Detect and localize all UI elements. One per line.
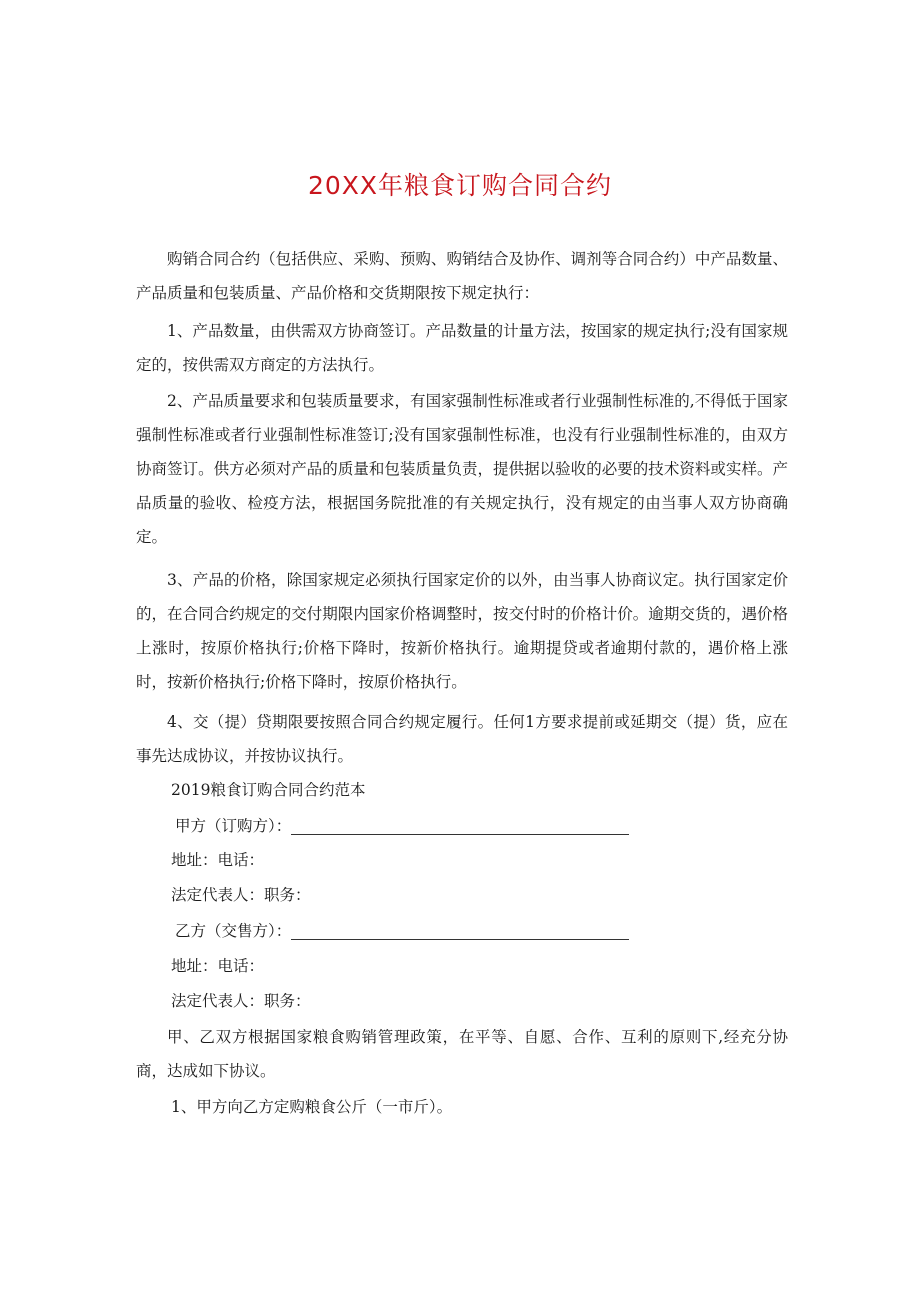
party-b-address: 地址：电话：	[171, 957, 265, 975]
party-b-representative: 法定代表人：职务：	[171, 992, 311, 1010]
party-a-address: 地址：电话：	[171, 851, 265, 869]
party-b-line	[175, 914, 629, 948]
template-title: 2019粮食订购合同合约范本	[171, 781, 366, 799]
party-a-label: 甲方（订购方）：	[175, 817, 292, 835]
clause-1: 1、产品数量，由供需双方协商签订。产品数量的计量方法，按国家的规定执行;没有国家规定的，按供需双方商定的方法执行。	[136, 322, 788, 374]
clause-3: 3、产品的价格，除国家规定必须执行国家定价的以外，由当事人协商议定。执行国家定价的，在合同合约规定的交付期限内国家价格调整时，按交付时的价格计价。逾期交货的，遇价格上涨时，按原价格执行;价格下降时，按新价格执行。逾期提贷或者逾期付款的，遇价格上涨时，按新价格执行;价格下降时，按原价格执行。	[136, 571, 788, 691]
party-b-label: 乙方（交售方）：	[175, 922, 292, 940]
party-b-blank	[291, 919, 629, 940]
item-1: 1、甲方向乙方定购粮食公斤（一市斤）。	[171, 1098, 453, 1116]
clause-4: 4、交（提）贷期限要按照合同合约规定履行。任何1方要求提前或延期交（提）货，应在事先达成协议，并按协议执行。	[136, 713, 788, 765]
intro-paragraph: 购销合同合约（包括供应、采购、预购、购销结合及协作、调剂等合同合约）中产品数量、产品质量和包装质量、产品价格和交货期限按下规定执行：	[136, 250, 788, 302]
party-a-representative: 法定代表人：职务：	[171, 886, 311, 904]
party-a-blank	[291, 814, 629, 835]
agreement-paragraph: 甲、乙双方根据国家粮食购销管理政策，在平等、自愿、合作、互利的原则下,经充分协商，达成如下协议。	[136, 1028, 788, 1080]
document-title: 20XX年粮食订购合同合约	[307, 171, 613, 200]
party-a-line	[175, 809, 629, 843]
clause-2: 2、产品质量要求和包装质量要求，有国家强制性标准或者行业强制性标准的,不得低于国家强制性标准或者行业强制性标准签订;没有国家强制性标准，也没有行业强制性标准的，由双方协商签订。供方必须对产品的质量和包装质量负责，提供据以验收的必要的技术资料或实样。产品质量的验收、检疫方法，根据国务院批准的有关规定执行，没有规定的由当事人双方协商确定。	[136, 392, 788, 546]
